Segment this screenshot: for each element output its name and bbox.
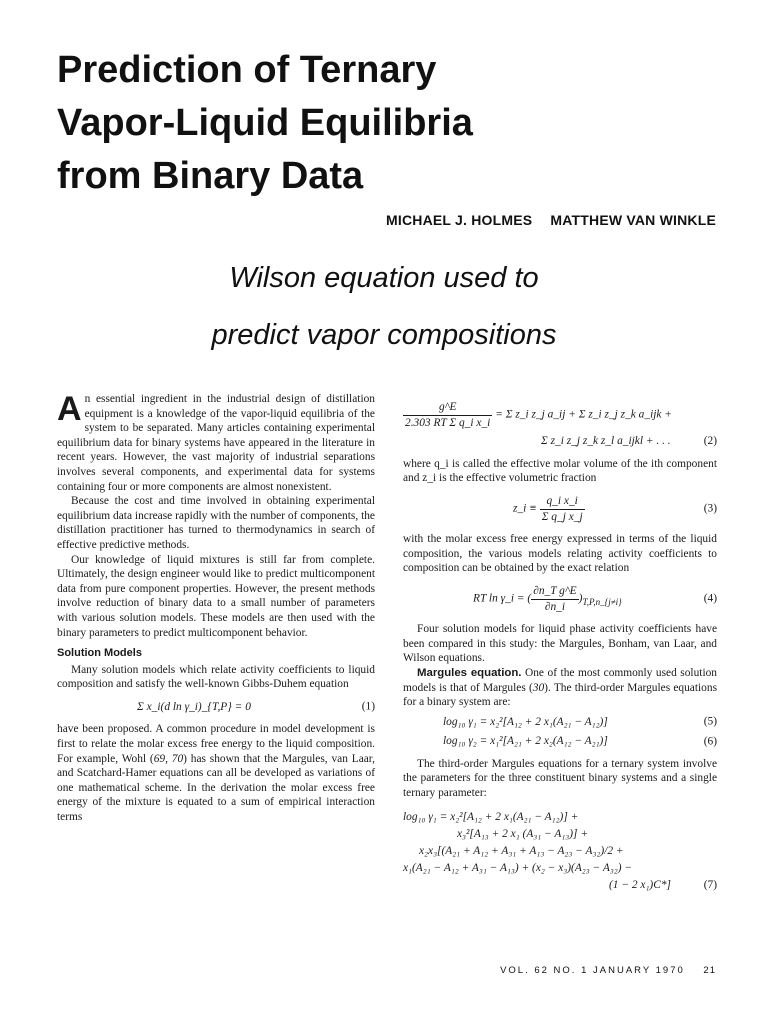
run-in-heading: Margules equation. [417,666,522,679]
equation-5: log₁₀ γ₁ = x₂²[A₁₂ + 2 x₁(A₂₁ − A₁₂)] (5) [443,715,717,728]
title-line: from Binary Data [57,155,364,197]
paragraph: have been proposed. A common procedure in model development is first to relate the molar excess free energy to the liquid composition. For example, Wohl (69, 70) has shown that the Margules, van Laar, and Scatchard-Hamer equations can all be developed as variations of one mathematical scheme. In the derivation the molar excess free energy of the mixture is equated to a sum of empirical interaction terms [57,723,375,824]
author-name: MATTHEW VAN WINKLE [550,212,716,228]
equation-number: (1) [361,700,375,713]
citation: 69, 70 [153,752,184,765]
issue-info: VOL. 62 NO. 1 JANUARY 1970 [500,965,685,976]
subtitle-line: predict vapor compositions [211,319,557,351]
equation-body: = Σ z_i z_j a_ij + Σ z_i z_j z_k a_ijk + [495,408,672,421]
title-line: Prediction of Ternary [57,49,437,91]
equation-1 [57,700,375,715]
equation-body: Σ x_i(d ln γ_i)_{T,P} = 0 [137,700,251,713]
paragraph: where q_i is called the effective molar volume of the ith component and z_i is the effective volumetric fraction [403,457,717,485]
left-column [57,392,375,825]
drop-cap: A [57,390,82,428]
equation-number: (4) [703,592,717,605]
section-heading: Solution Models [57,647,142,660]
equation-number: (6) [703,735,717,748]
equation-2 [403,400,717,449]
paragraph: Four solution models for liquid phase activity coefficients have been compared in this study: the Margules, Bonham, van Laar, and Wilson equations. [403,623,717,665]
paragraph: Many solution models which relate activity coefficients to liquid composition and satisfy the well-known Gibbs-Duhem equation [57,663,375,691]
subtitle-line: Wilson equation used to [229,262,539,294]
equation-body: Σ z_i z_j z_k z_l a_ijkl + . . . [541,435,671,448]
paragraph: Because the cost and time involved in obtaining experimental equilibrium data increase rapidly with the number of components, the distillation practitioner has turned to thermodynamics in search of effective predictive methods. [57,495,375,551]
equation-4: RT ln γ_i = ( $\frac{\text{∂n\_T g\textasciicircum{}E}}{\partial n\_i}$ )$_{T,P,n\_\{j\ne i\}}$ (4) [473,584,717,613]
fraction: $\frac{\text{∂n\_T g\textasciicircum{}E}}{\partial n\_i}$ [533,584,577,613]
intro-paragraph: An essential ingredient in the industrial design of distillation equipment is a knowledge of the vapor-liquid equilibria of the system to be separated. Many articles containing experimental equilibrium data for binary systems have appeared in the literature in recent years. However, the vast majority of industrial separations involves several components, and experimental data for systems containing four or more components are almost nonexistent. [57,390,375,493]
paragraph: Margules equation. One of the most commonly used solution models is that of Margules (30). The third-order Margules equations for a binary system are: [403,666,718,709]
equation-number: (2) [703,435,717,448]
right-column [403,392,717,902]
equation-6: log₁₀ γ₂ = x₁²[A₂₁ + 2 x₂(A₁₂ − A₂₁)] (6) [443,735,717,748]
equation-3: z_i ≡ $\frac{\text{q\_i x\_i}}{\text{Σ q\_j x\_j}}$ (3) [513,494,717,523]
equation-number: (7) [703,878,717,891]
paragraph: The third-order Margules equations for a ternary system involve the parameters for the three constituent binary systems and a single ternary parameter: [403,757,717,800]
article-title [57,44,737,203]
paragraph: with the molar excess free energy expressed in terms of the liquid composition, the various models relating activity coefficients to composition can be obtained by the exact relation [403,533,717,575]
citation: 30 [532,681,545,694]
equation-number: (3) [703,502,717,515]
equation-7: log₁₀ γ₁ = x₂²[A₁₂ + 2 x₁(A₂₁ − A₁₂)] + x₃²[A₁₃ + 2 x₁ (A₃₁ − A₁₃)] + x₂x₃[(A₂₁ + A₁₂ + A₃₁ + A₁₃ − A₂₃ − A₃₂)/2 + x₁(A₂₁ − A₁₂ + A₃₁ − A₁₃) + (x₂ − x₃)(A₂₃ − A₃₂) − (1 − 2 x₁)C*] (7) [403,809,717,894]
page-footer [500,965,716,976]
author-name: MICHAEL J. HOLMES [386,212,533,228]
equation-number: (5) [703,715,717,728]
page-number: 21 [703,965,716,976]
fraction: $\frac{\text{q\_i x\_i}}{\text{Σ q\_j x\_j}}$ [541,494,583,523]
paragraph: Our knowledge of liquid mixtures is still far from complete. Ultimately, the design engineer would like to predict multicomponent data from pure component properties. However, the present methods involve reduction of binary data to a small number of parameters with various solution models. These models are then used with the binary parameters to predict multicomponent behavior. [57,553,375,639]
author-list [372,212,716,228]
fraction: $\frac{g\^{}E}{\text{2.303 RT Σ q\_i x\_i}}$ [405,401,491,429]
title-line: Vapor-Liquid Equilibria [57,102,473,144]
